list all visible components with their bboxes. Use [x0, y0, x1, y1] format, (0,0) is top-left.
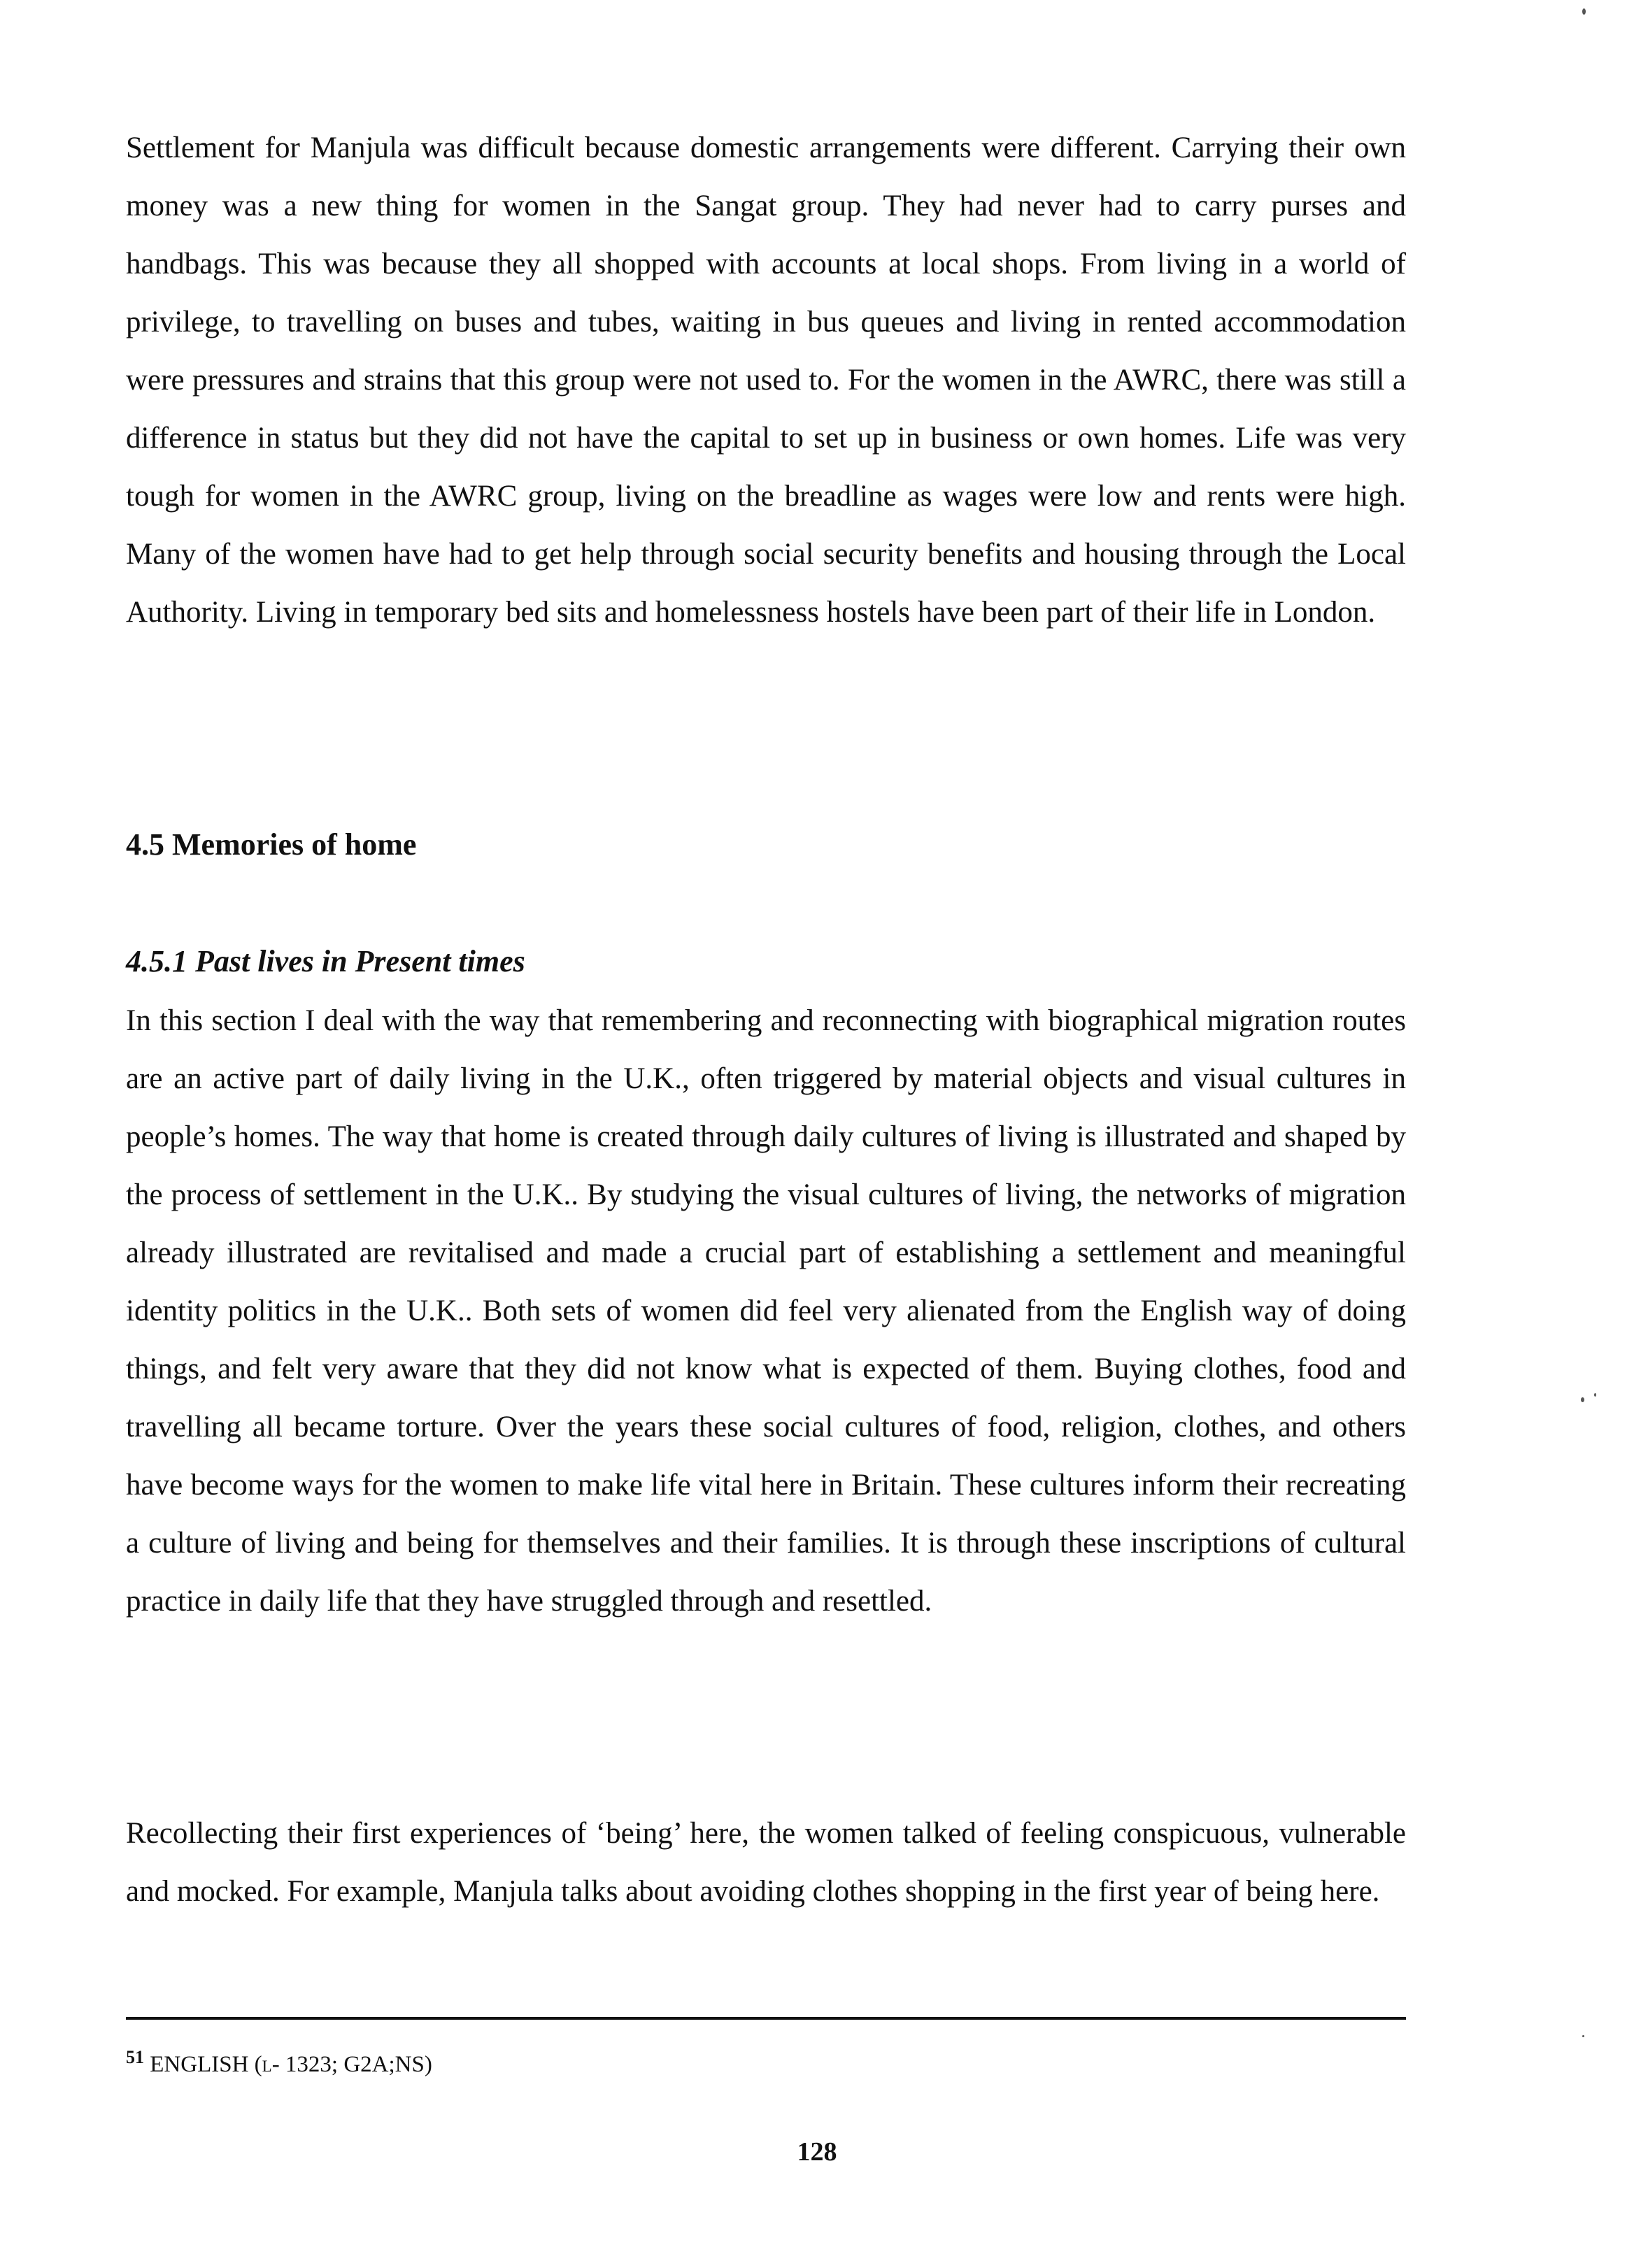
footnote: [126, 2048, 432, 2081]
paragraph-settlement: Settlement for Manjula was difficult because domestic arrangements were different. Carrying their own money was a new thing for women in the Sangat group. They had never had to carry purses and handbags. This was because they all shopped with accounts at local shops. From living in a world of privilege, to travelling on buses and tubes, waiting in bus queues and living in rented accommodation were pressures and strains that this group were not used to. For the women in the AWRC, there was still a difference in status but they did not have the capital to set up in business or own homes. Life was very tough for women in the AWRC group, living on the breadline as wages were low and rents were high. Many of the women have had to get help through social security benefits and housing through the Local Authority. Living in temporary bed sits and homelessness hostels have been part of their life in London.: [126, 131, 1406, 629]
scan-speck: [1594, 1393, 1596, 1397]
footnote-text: ENGLISH (l- 1323; G2A;NS): [150, 2052, 432, 2077]
scan-speck: [1581, 1397, 1584, 1402]
paragraph-recollecting: Recollecting their first experiences of ‘being’ here, the women talked of feeling conspicuous, vulnerable and mocked. For example, Manjula talks about avoiding clothes shopping in the first year of being here.: [126, 1817, 1406, 1908]
footnote-divider: [126, 2017, 1406, 2020]
section-heading: 4.5 Memories of home: [126, 827, 417, 862]
scan-speck: [1582, 8, 1586, 15]
footnote-number: 51: [126, 2047, 144, 2067]
subsection-heading: 4.5.1 Past lives in Present times: [126, 944, 525, 978]
scan-speck: [1582, 2035, 1584, 2037]
page-number: 128: [797, 2137, 837, 2167]
paragraph-past-lives: In this section I deal with the way that remembering and reconnecting with biographical migration routes are an active part of daily living in the U.K., often triggered by material objects and visual cultures in people’s homes. The way that home is created through daily cultures of living is illustrated and shaped by the process of settlement in the U.K.. By studying the visual cultures of living, the networks of migration already illustrated are revitalised and made a crucial part of establishing a settlement and meaningful identity politics in the U.K.. Both sets of women did feel very alienated from the English way of doing things, and felt very aware that they did not know what is expected of them. Buying clothes, food and travelling all became torture. Over the years these social cultures of food, religion, clothes, and others have become ways for the women to make life vital here in Britain. These cultures inform their recreating a culture of living and being for themselves and their families. It is through these inscriptions of cultural practice in daily life that they have struggled through and resettled.: [126, 1004, 1406, 1618]
